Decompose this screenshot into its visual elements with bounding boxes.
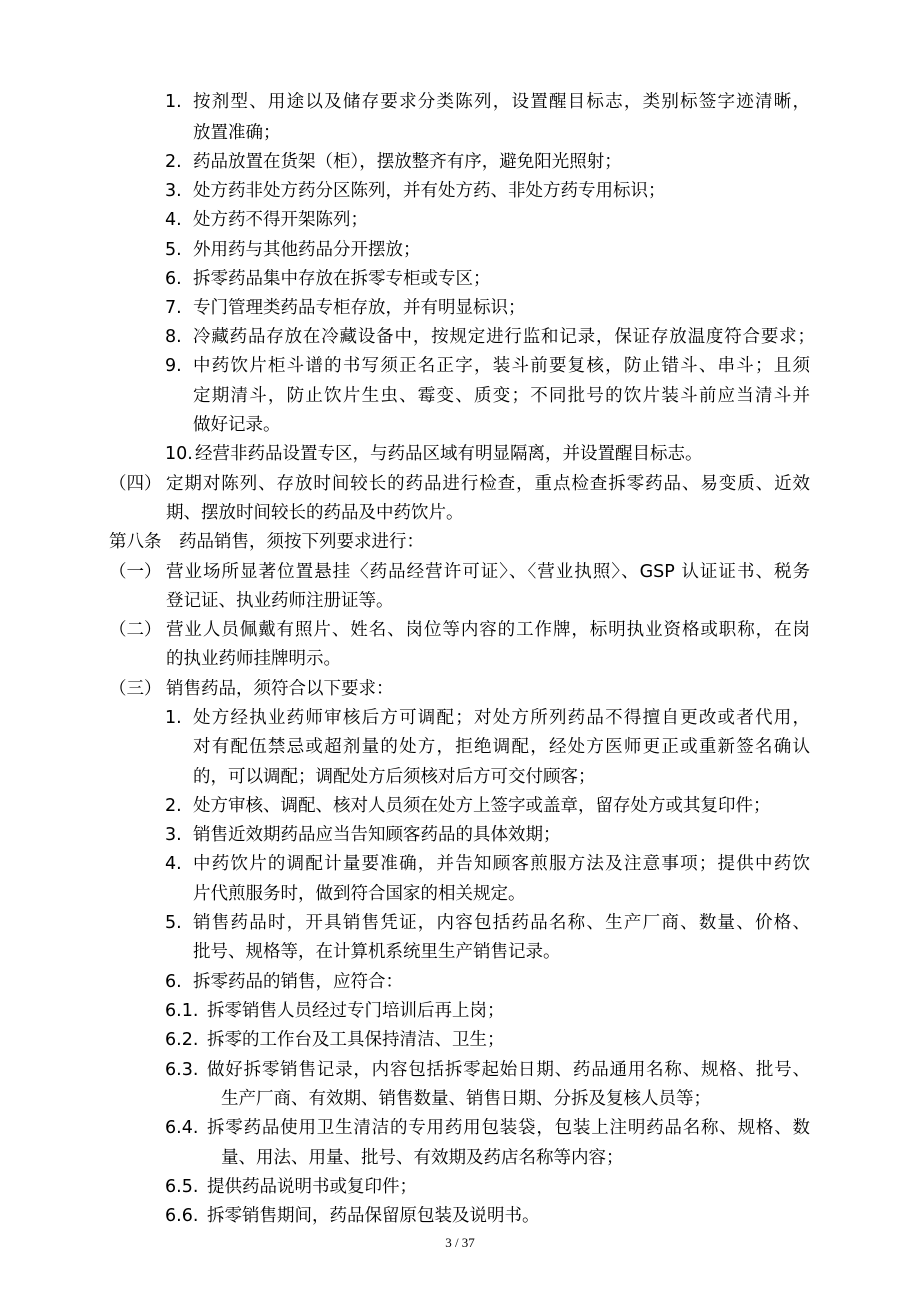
item-number: 6.2. [165,1030,199,1050]
item-text: 拆零销售期间，药品保留原包装及说明书。 [207,1206,540,1226]
item-text: 中药饮片的调配计量要准确，并告知顾客煎服方法及注意事项；提供中药饮 [193,854,810,874]
item-text: 处方审核、调配、核对人员须在处方上签字或盖章，留存处方或其复印件； [193,796,771,816]
item-text: 生产厂商、有效期、销售数量、销售日期、分拆及复核人员等； [221,1089,711,1109]
item-number: 5. [165,240,182,260]
item-number: 6. [165,972,182,992]
item-number: 1. [165,708,182,728]
item-text: 中药饮片柜斗谱的书写须正名正字，装斗前要复核，防止错斗、串斗；且须 [193,356,810,376]
item-text: 定期清斗，防止饮片生虫、霉变、质变；不同批号的饮片装斗前应当清斗并 [193,386,810,406]
item-number: 7. [165,298,182,318]
article-text: 第八条 药品销售，须按下列要求进行： [109,532,424,552]
paragraph-text: 定期对陈列、存放时间较长的药品进行检查，重点检查拆零药品、易变质、近效 [166,474,810,494]
item-text: 片代煎服务时，做到符合国家的相关规定。 [193,884,526,904]
item-text: 专门管理类药品专柜存放，并有明显标识； [193,298,526,318]
item-text: 对有配伍禁忌或超剂量的处方，拒绝调配，经处方医师更正或重新签名确认 [193,737,810,757]
item-text: 的，可以调配；调配处方后须核对后方可交付顾客； [193,767,596,787]
item-number: 6.4. [165,1118,199,1138]
item-text: 做好拆零销售记录，内容包括拆零起始日期、药品通用名称、规格、批号、 [207,1060,810,1080]
item-number: 4. [165,210,182,230]
item-text: 量、用法、用量、批号、有效期及药店名称等内容； [221,1148,624,1168]
section-number: （二） [109,620,162,640]
paragraph-text: 期、摆放时间较长的药品及中药饮片。 [166,503,464,523]
paragraph-text: 销售药品，须符合以下要求： [166,679,394,699]
page-number: 3 / 37 [445,1235,475,1250]
item-text: 销售近效期药品应当告知顾客药品的具体效期； [193,825,561,845]
item-number: 3. [165,825,182,845]
item-number: 10. [165,444,193,464]
section-number: （四） [109,474,162,494]
item-text: 拆零销售人员经过专门培训后再上岗； [207,1001,505,1021]
paragraph-text: 的执业药师挂牌明示。 [166,649,341,669]
item-text: 销售药品时，开具销售凭证，内容包括药品名称、生产厂商、数量、价格、 [193,913,810,933]
paragraph-text: 登记证、执业药师注册证等。 [166,591,394,611]
item-number: 8. [165,327,182,347]
item-text: 外用药与其他药品分开摆放； [193,240,421,260]
item-text: 经营非药品设置专区，与药品区域有明显隔离，并设置醒目标志。 [195,444,703,464]
item-text: 冷藏药品存放在冷藏设备中，按规定进行监和记录，保证存放温度符合要求； [193,327,815,347]
item-number: 6.5. [165,1177,199,1197]
item-number: 2. [165,796,182,816]
item-text: 按剂型、用途以及储存要求分类陈列，设置醒目标志，类别标签字迹清晰， [193,92,810,112]
section-number: （一） [109,562,162,582]
item-number: 9. [165,356,182,376]
item-number: 5. [165,913,182,933]
item-number: 6.3. [165,1060,199,1080]
item-number: 2. [165,152,182,172]
item-text: 批号、规格等，在计算机系统里生产销售记录。 [193,942,561,962]
item-number: 6.6. [165,1206,199,1226]
paragraph-text: 营业场所显著位置悬挂〈药品经营许可证〉、〈营业执照〉、GSP 认证证书、税务 [166,562,810,582]
item-text: 处方药不得开架陈列； [193,210,368,230]
item-number: 6.1. [165,1001,199,1021]
item-text: 处方经执业药师审核后方可调配；对处方所列药品不得擅自更改或者代用， [193,708,810,728]
item-text: 拆零的工作台及工具保持清洁、卫生； [207,1030,505,1050]
item-text: 放置准确； [193,123,281,143]
item-number: 6. [165,269,182,289]
section-number: （三） [109,679,162,699]
item-text: 做好记录。 [193,415,281,435]
item-text: 拆零药品的销售，应符合： [193,972,403,992]
item-number: 3. [165,181,182,201]
item-number: 1. [165,92,182,112]
item-text: 药品放置在货架（柜），摆放整齐有序，避免阳光照射； [193,152,622,172]
item-text: 提供药品说明书或复印件； [207,1177,417,1197]
item-text: 拆零药品集中存放在拆零专柜或专区； [193,269,491,289]
paragraph-text: 营业人员佩戴有照片、姓名、岗位等内容的工作牌，标明执业资格或职称，在岗 [166,620,810,640]
item-text: 处方药非处方药分区陈列，并有处方药、非处方药专用标识； [193,181,666,201]
item-number: 4. [165,854,182,874]
item-text: 拆零药品使用卫生清洁的专用药用包装袋，包装上注明药品名称、规格、数 [207,1118,810,1138]
